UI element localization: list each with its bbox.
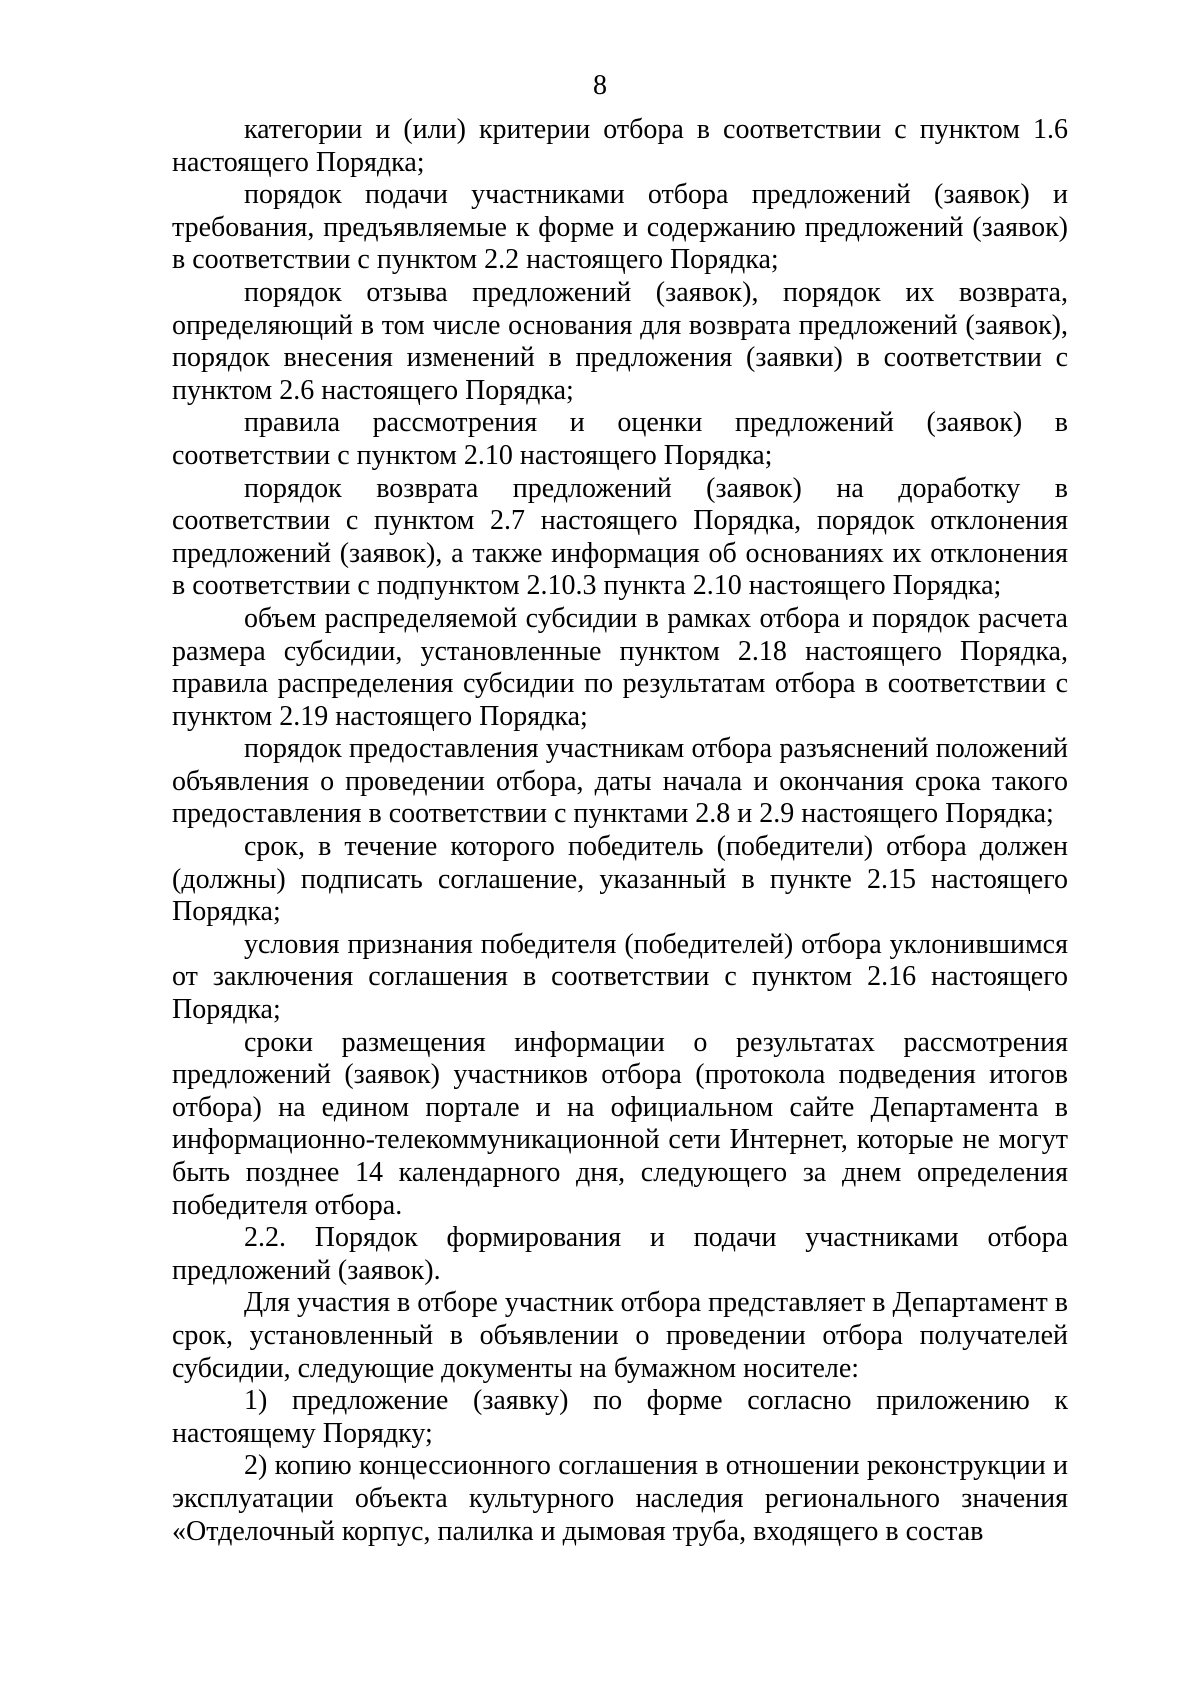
list-item-1-application: 1) предложение (заявку) по форме согласно приложению к настоящему Порядку; bbox=[172, 1385, 1068, 1449]
list-item-2-concession-copy: 2) копию концессионного соглашения в отношении реконструкции и эксплуатации объекта культурного наследия регионального значения «Отделочный корпус, палилка и дымовая труба, входящего в состав bbox=[172, 1450, 1068, 1547]
paragraph-subsidy-volume: объем распределяемой субсидии в рамках отбора и порядок расчета размера субсидии, установленные пунктом 2.18 настоящего Порядка, правила распределения субсидии по результатам отбора в соответствии с пунктом 2.19 настоящего Порядка; bbox=[172, 602, 1068, 732]
paragraph-withdrawal-procedure: порядок отзыва предложений (заявок), порядок их возврата, определяющий в том числе основания для возврата предложений (заявок), порядок внесения изменений в предложения (заявки) в соответствии с пунктом 2.6 настоящего Порядка; bbox=[172, 276, 1068, 406]
paragraph-participation-documents: Для участия в отборе участник отбора представляет в Департамент в срок, установленный в объявлении о проведении отбора получателей субсидии, следующие документы на бумажном носителе: bbox=[172, 1287, 1068, 1384]
paragraph-agreement-deadline: срок, в течение которого победитель (победители) отбора должен (должны) подписать соглашение, указанный в пункте 2.15 настоящего Порядка; bbox=[172, 831, 1068, 928]
paragraph-return-for-revision: порядок возврата предложений (заявок) на доработку в соответствии с пунктом 2.7 настоящего Порядка, порядок отклонения предложений (заявок), а также информация об основаниях их отклонения в соответствии с подпунктом 2.10.3 пункта 2.10 настоящего Порядка; bbox=[172, 472, 1068, 602]
paragraph-evasion-conditions: условия признания победителя (победителей) отбора уклонившимся от заключения соглашения в соответствии с пунктом 2.16 настоящего Порядка; bbox=[172, 928, 1068, 1026]
paragraph-submission-procedure: порядок подачи участниками отбора предложений (заявок) и требования, предъявляемые к форме и содержанию предложений (заявок) в соответствии с пунктом 2.2 настоящего Порядка; bbox=[172, 179, 1068, 276]
section-heading-2-2: 2.2. Порядок формирования и подачи участниками отбора предложений (заявок). bbox=[172, 1222, 1068, 1286]
document-body bbox=[172, 114, 1068, 1548]
page-number: 8 bbox=[593, 70, 607, 101]
paragraph-evaluation-rules: правила рассмотрения и оценки предложений (заявок) в соответствии с пунктом 2.10 настоящего Порядка; bbox=[172, 407, 1068, 471]
paragraph-results-publication: сроки размещения информации о результатах рассмотрения предложений (заявок) участников отбора (протокола подведения итогов отбора) на едином портале и на официальном сайте Департамента в информационно-телекоммуникационной сети Интернет, которые не могут быть позднее 14 календарного дня, следующего за днем определения победителя отбора. bbox=[172, 1026, 1068, 1221]
paragraph-clarifications: порядок предоставления участникам отбора разъяснений положений объявления о проведении отбора, даты начала и окончания срока такого предоставления в соответствии с пунктами 2.8 и 2.9 настоящего Порядка; bbox=[172, 733, 1068, 830]
paragraph-selection-criteria: категории и (или) критерии отбора в соответствии с пунктом 1.6 настоящего Порядка; bbox=[172, 114, 1068, 178]
